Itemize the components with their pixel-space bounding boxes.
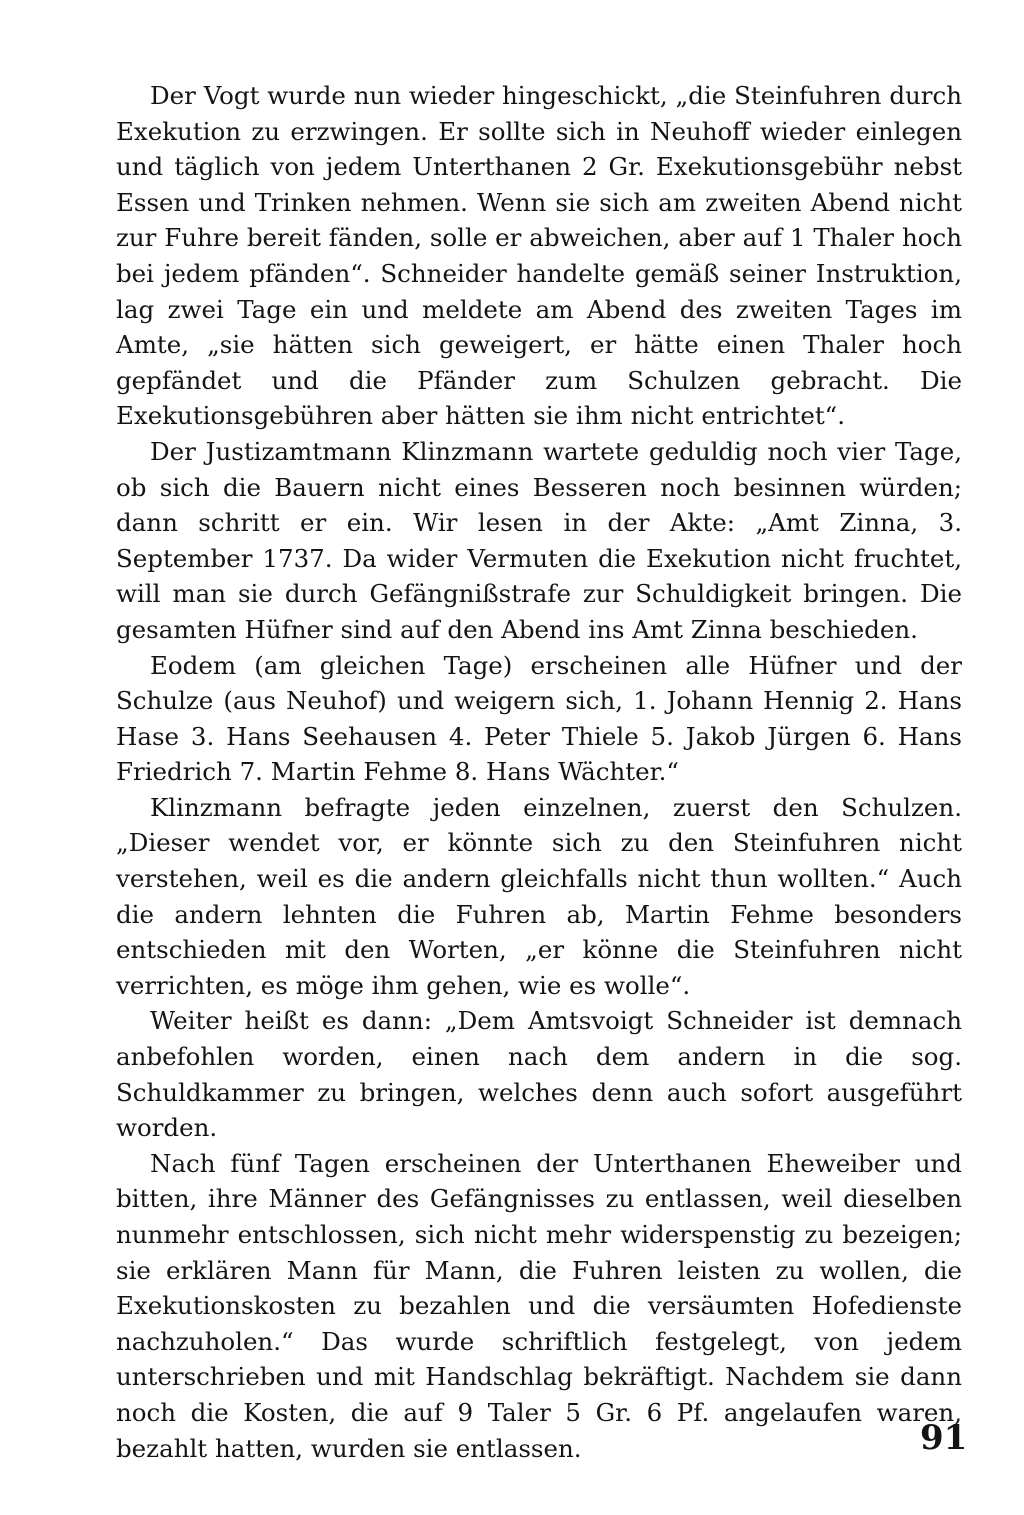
paragraph-2: Der Justizamtmann Klinzmann wartete geduldig noch vier Tage, ob sich die Bauern nicht eines Besseren noch besinnen würden; dann schritt er ein. Wir lesen in der Akte: „Amt Zinna, 3. September 1737. Da wider Vermuten die Exekution nicht fruchtet, will man sie durch Gefängnißstrafe zur Schuldigkeit bringen. Die gesamten Hüfner sind auf den Abend ins Amt Zinna beschieden. bbox=[116, 436, 962, 644]
paragraph-4: Klinzmann befragte jeden einzelnen, zuerst den Schulzen. „Dieser wendet vor, er könnte sich zu den Steinfuhren nicht verstehen, weil es die andern gleichfalls nicht thun wollten.“ Auch die andern lehnten die Fuhren ab, Martin Fehme besonders entschieden mit den Worten, „er könne die Steinfuhren nicht verrichten, es möge ihm gehen, wie es wolle“. bbox=[116, 792, 962, 1000]
paragraph-1: Der Vogt wurde nun wieder hingeschickt, „die Steinfuhren durch Exekution zu erzwingen. Er sollte sich in Neuhoff wieder einlegen und täglich von jedem Unterthanen 2 Gr. Exekutionsgebühr nebst Essen und Trinken nehmen. Wenn sie sich am zweiten Abend nicht zur Fuhre bereit fänden, solle er abweichen, aber auf 1 Thaler hoch bei jedem pfänden“. Schneider handelte gemäß seiner Instruktion, lag zwei Tage ein und meldete am Abend des zweiten Tages im Amte, „sie hätten sich geweigert, er hätte einen Thaler hoch gepfändet und die Pfänder zum Schulzen gebracht. Die Exekutionsgebühren aber hätten sie ihm nicht entrichtet“. bbox=[116, 81, 962, 431]
body-text bbox=[116, 78, 962, 1466]
paragraph-5: Weiter heißt es dann: „Dem Amtsvoigt Schneider ist demnach anbefohlen worden, einen nach dem andern in die sog. Schuldkammer zu bringen, welches denn auch sofort ausgeführt worden. bbox=[116, 1006, 962, 1143]
paragraph-6: Nach fünf Tagen erscheinen der Unterthanen Eheweiber und bitten, ihre Männer des Gefängnisses zu entlassen, weil dieselben nunmehr entschlossen, sich nicht mehr widerspenstig zu bezeigen; sie erklären Mann für Mann, die Fuhren leisten zu wollen, die Exekutionskosten zu bezahlen und die versäumten Hofedienste nachzuholen.“ Das wurde schriftlich festgelegt, von jedem unterschrieben und mit Handschlag bekräftigt. Nachdem sie dann noch die Kosten, die auf 9 Taler 5 Gr. 6 Pf. angelaufen waren, bezahlt hatten, wurden sie entlassen. bbox=[116, 1148, 962, 1463]
page-number: 91 bbox=[920, 1418, 968, 1458]
paragraph-3: Eodem (am gleichen Tage) erscheinen alle Hüfner und der Schulze (aus Neuhof) und weigern sich, 1. Johann Hennig 2. Hans Hase 3. Hans Seehausen 4. Peter Thiele 5. Jakob Jürgen 6. Hans Friedrich 7. Martin Fehme 8. Hans Wächter.“ bbox=[116, 650, 962, 787]
